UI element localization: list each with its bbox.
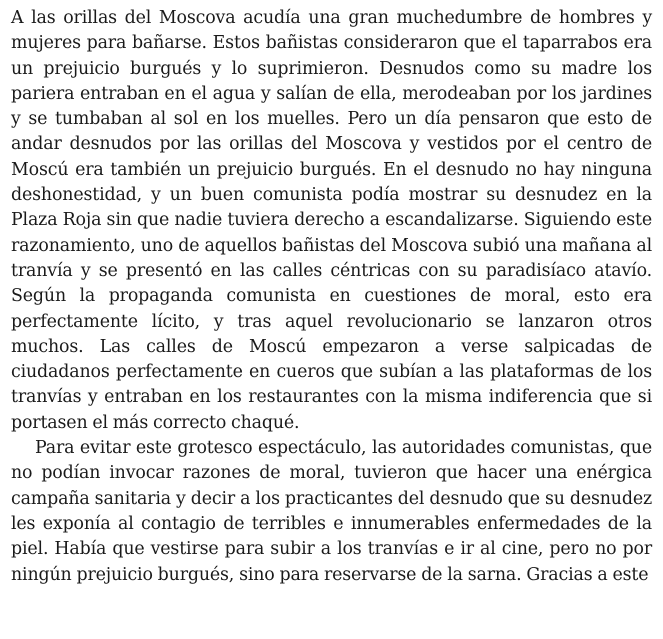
paragraph-2: Para evitar este grotesco espectáculo, las autoridades comunistas, que no podían invocar razones de moral, tuvieron que hacer una enérgica campaña sanitaria y decir a los practicantes del desnudo que su desnudez les exponía al contagio de terribles e innumerables enfermedades de la piel. Había que vestirse para subir a los tranvías e ir al cine, pero no por ningún prejuicio burgués, sino para reservarse de la sarna. Gracias a este (11, 438, 652, 585)
paragraph-1: A las orillas del Moscova acudía una gran muchedumbre de hombres y mujeres para bañarse. Estos bañistas consideraron que el taparrabos era un prejuicio burgués y lo suprimieron. Desnudos como su madre los pariera entraban en el agua y salían de ella, merodeaban por los jardines y se tumbaban al sol en los muelles. Pero un día pensaron que esto de andar desnudos por las orillas del Moscova y vestidos por el centro de Moscú era también un prejuicio burgués. En el desnudo no hay ninguna deshonestidad, y un buen comunista podía mostrar su desnudez en la Plaza Roja sin que nadie tuviera derecho a escandalizarse. Siguiendo este razonamiento, uno de aquellos bañistas del Moscova subió una mañana al tranvía y se presentó en las calles céntricas con su paradisíaco atavío. Según la propaganda comunista en cuestiones de moral, esto era perfectamente lícito, y tras aquel revolucionario se lanzaron otros muchos. Las calles de Moscú empezaron a verse salpicadas de ciudadanos perfectamente en cueros que subían a las plataformas de los tranvías y entraban en los restaurantes con la misma indiferencia que si portasen el más correcto chaqué. (11, 8, 652, 433)
